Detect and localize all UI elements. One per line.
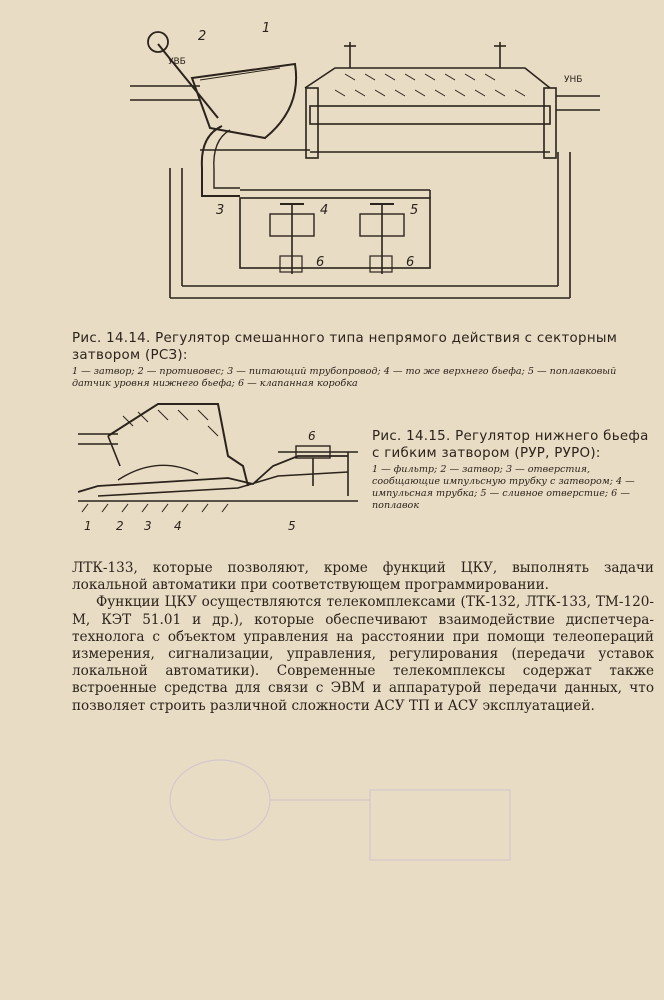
fig1-label-2: 2: [198, 29, 207, 44]
fig1-label-6a: 6: [316, 255, 325, 270]
fig2-label-3: 3: [144, 519, 152, 533]
figure-14-15-diagram: [78, 396, 368, 536]
figure-14-15-caption-block: [372, 428, 654, 512]
fig2-label-4: 4: [174, 519, 182, 533]
figure-14-14-diagram: [130, 18, 600, 328]
body-text: [72, 560, 654, 715]
fig1-label-4: 4: [320, 203, 329, 218]
fig2-label-6: 6: [308, 429, 316, 443]
figure-14-15-legend: 1 — фильтр; 2 — затвор; 3 — отверстия, сообщающие импульсную трубку с затвором; 4 — импульсная трубка; 5 — сливное отверстие; 6 — поплавок: [372, 464, 635, 511]
fig2-label-1: 1: [84, 519, 92, 533]
figure-14-14-caption-block: [72, 330, 654, 390]
fig1-label-6b: 6: [406, 255, 415, 270]
figure-14-14-caption: Рис. 14.14. Регулятор смешанного типа непрямого действия с секторным затвором (РСЗ):: [72, 331, 618, 363]
figure-14-14-legend: 1 — затвор; 2 — противовес; 3 — питающий трубопровод; 4 — то же верхнего бьефа; 5 — поплавковый датчик уровня нижнего бьефа; 6 — клапанная коробка: [72, 366, 617, 389]
fig2-label-5: 5: [288, 519, 296, 533]
fig1-label-5: 5: [410, 203, 419, 218]
fig1-label-3: 3: [216, 203, 225, 218]
fig1-label-1: 1: [262, 21, 271, 36]
body-paragraph-2: Функции ЦКУ осуществляются телекомплексами (ТК-132, ЛТК-133, ТМ-120-М, КЭТ 51.01 и др.), которые обеспечивают взаимодействие диспетчера-технолога с объектом управления на расстоянии при помощи телеопераций измерения, сигнализации, управления, регулирования (передачи уставок локальной автоматики). Современные телекомплексы содержат также встроенные средства для связи с ЭВМ и аппаратурой передачи данных, что позволяет строить различной сложности АСУ ТП и АСУ эксплуатацией.: [72, 594, 654, 714]
bleed-through-shapes: [150, 740, 610, 890]
fig1-upstream-level-label: УВБ: [168, 57, 186, 67]
fig1-downstream-level-label: УНБ: [564, 75, 583, 85]
fig2-label-2: 2: [116, 519, 124, 533]
body-paragraph-1: ЛТК-133, которые позволяют, кроме функций ЦКУ, выполнять задачи локальной автоматики при соответствующем программировании.: [72, 560, 654, 594]
figure-14-15-caption: Рис. 14.15. Регулятор нижнего бьефа с гибким затвором (РУР, РУРО):: [372, 429, 649, 461]
